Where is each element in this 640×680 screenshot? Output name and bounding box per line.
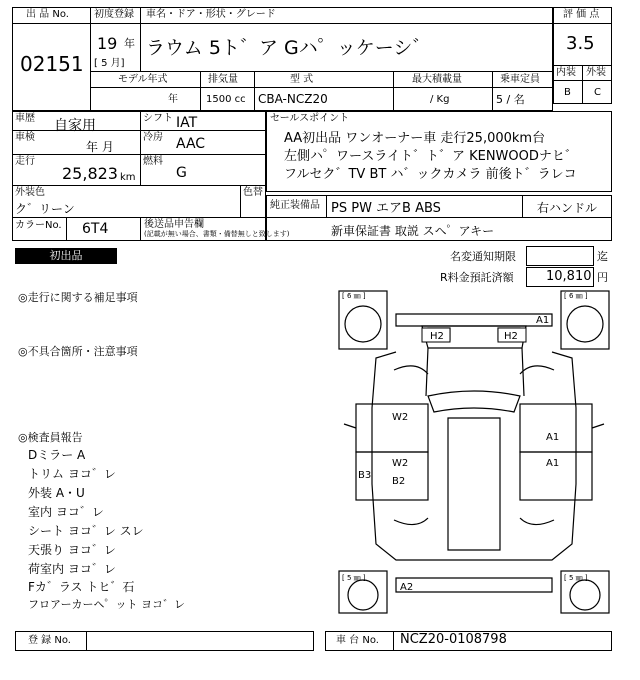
color-no-value: 6T4 <box>82 221 109 237</box>
mileage-unit: km <box>120 172 136 183</box>
inspector-line: Fカ゛ラス トヒ゛石 <box>28 580 135 594</box>
displacement-label: 排気量 <box>208 74 238 85</box>
name-change-unit: 迄 <box>597 250 608 263</box>
driving-notes-label: ◎走行に関する補足事項 <box>18 291 138 304</box>
exterior-grade: C <box>594 87 601 98</box>
rear-bumper <box>396 578 552 592</box>
tire-rear-right <box>570 580 600 610</box>
inspector-line: 室内 ヨコ゛レ <box>28 505 104 519</box>
tire-depth-front-right: [ 6 ㎜ ] <box>564 292 588 300</box>
equipment-value: PS PW エアB ABS <box>331 201 441 216</box>
docs-label: 後送品申告欄 <box>144 219 204 230</box>
tire-front-left <box>345 306 381 342</box>
inspector-line: トリム ヨコ゛レ <box>28 467 116 481</box>
inspector-line: フロアーカーヘ゜ット ヨコ゛レ <box>28 598 185 611</box>
roof <box>448 418 500 550</box>
history-value: 自家用 <box>54 118 96 134</box>
handle-value: 右ハンドル <box>537 201 598 215</box>
docs-note: (記載が無い場合、書類・備替無しと致します) <box>144 230 290 238</box>
first-listing-badge: 初出品 <box>15 248 117 264</box>
name-change-box <box>526 246 594 266</box>
fuel-label: 燃料 <box>143 156 163 167</box>
chassis-label: 車 台 No. <box>336 635 379 646</box>
mileage-label: 走行 <box>15 156 35 167</box>
shift-label: シフト <box>143 113 173 124</box>
windshield <box>428 391 520 412</box>
inspection-value: 年 月 <box>86 140 114 154</box>
recycle-label: R料金預託済額 <box>440 271 514 284</box>
body-outline <box>372 352 576 560</box>
interior-grade: B <box>564 87 571 98</box>
max-load-label: 最大積載量 <box>412 74 462 85</box>
front-bumper <box>396 314 552 326</box>
mark-a2-rear: A2 <box>400 582 414 593</box>
shift-value: IAT <box>176 115 198 131</box>
reg-year: 19 <box>97 34 118 53</box>
fuel-value: G <box>176 165 187 181</box>
model-value: CBA-NCZ20 <box>258 92 328 106</box>
sales-line-2: 左側ハ゜ワースライト゛ト゛ア KENWOODナヒ゛ <box>284 149 578 164</box>
mark-w2-lower: W2 <box>392 458 409 469</box>
ext-color-label: 外装色 <box>15 187 45 198</box>
inspection-label: 車検 <box>15 132 35 143</box>
car-name-label: 車名・ドア・形状・グレード <box>146 9 276 20</box>
repaint-label: 色替 <box>243 187 263 198</box>
mark-h2-right: H2 <box>504 331 518 342</box>
capacity-label: 乗車定員 <box>500 74 540 85</box>
sales-line-3: フルセク゛TV BT ハ゛ックカメラ 前後ト゛ラレコ <box>284 167 577 182</box>
lot-number: 02151 <box>20 52 84 76</box>
score-label: 評 価 点 <box>563 9 600 20</box>
mark-w2-upper: W2 <box>392 412 409 423</box>
mark-a1-front-bumper: A1 <box>536 315 550 326</box>
ac-label: 冷房 <box>143 132 163 143</box>
name-change-label: 名変通知期限 <box>450 250 516 263</box>
reg-month: [ 5 月] <box>94 58 125 69</box>
recycle-unit: 円 <box>597 271 608 284</box>
chassis-value: NCZ20-0108798 <box>400 632 507 647</box>
inspector-line: 外装 A・U <box>28 486 85 500</box>
history-label: 車歴 <box>15 113 35 124</box>
model-label: 型 式 <box>290 74 314 85</box>
inspector-line: Dミラー A <box>28 448 86 462</box>
mark-a1-right-upper: A1 <box>546 432 560 443</box>
mileage-value: 25,823 <box>62 164 118 183</box>
exterior-label: 外装 <box>586 67 606 78</box>
mark-a1-right-lower: A1 <box>546 458 560 469</box>
inspector-line: 荷室内 ヨコ゛レ <box>28 562 116 576</box>
defects-notes-label: ◎不具合箇所・注意事項 <box>18 345 138 358</box>
inspector-line: 天張り ヨコ゛レ <box>28 543 116 557</box>
car-damage-diagram <box>336 288 612 618</box>
mark-b2: B2 <box>392 476 406 487</box>
color-no-label: カラーNo. <box>15 220 62 231</box>
max-load-value: / Kg <box>430 94 450 105</box>
mark-h2-left: H2 <box>430 331 444 342</box>
capacity-value: 5 / 名 <box>496 93 525 106</box>
car-name: ラウム 5ト゛ア Gハ゜ッケーシ゛ <box>146 37 432 59</box>
first-reg-label: 初度登録 <box>94 9 134 20</box>
reg-year-unit: 年 <box>124 37 135 50</box>
tire-front-right <box>567 306 603 342</box>
model-year-unit: 年 <box>168 94 178 105</box>
lot-label: 出 品 No. <box>26 9 69 20</box>
sales-line-1: AA初出品 ワンオーナー車 走行25,000km台 <box>284 131 546 146</box>
registration-label: 登 録 No. <box>28 635 71 646</box>
tire-rear-left <box>348 580 378 610</box>
warranty-value: 新車保証書 取説 スヘ゜アキー <box>331 224 495 238</box>
equipment-label: 純正装備品 <box>270 200 320 211</box>
score-value: 3.5 <box>566 33 595 54</box>
tire-depth-front-left: [ 6 ㎜ ] <box>342 292 366 300</box>
model-year-label: モデル年式 <box>118 74 168 85</box>
ext-color-value: ク゛リーン <box>15 202 75 216</box>
interior-label: 内装 <box>556 67 576 78</box>
displacement-value: 1500 cc <box>206 94 246 105</box>
inspector-line: シート ヨコ゛レ スレ <box>28 524 144 538</box>
right-front-door <box>520 404 592 452</box>
mark-b3: B3 <box>358 470 372 481</box>
recycle-value: 10,810 <box>546 269 592 284</box>
sales-point-label: セールスポイント <box>270 113 350 124</box>
tire-depth-rear-right: [ 5 ㎜ ] <box>564 574 588 582</box>
inspector-label: ◎検査員報告 <box>18 431 83 444</box>
tire-depth-rear-left: [ 5 ㎜ ] <box>342 574 366 582</box>
ac-value: AAC <box>176 136 206 152</box>
